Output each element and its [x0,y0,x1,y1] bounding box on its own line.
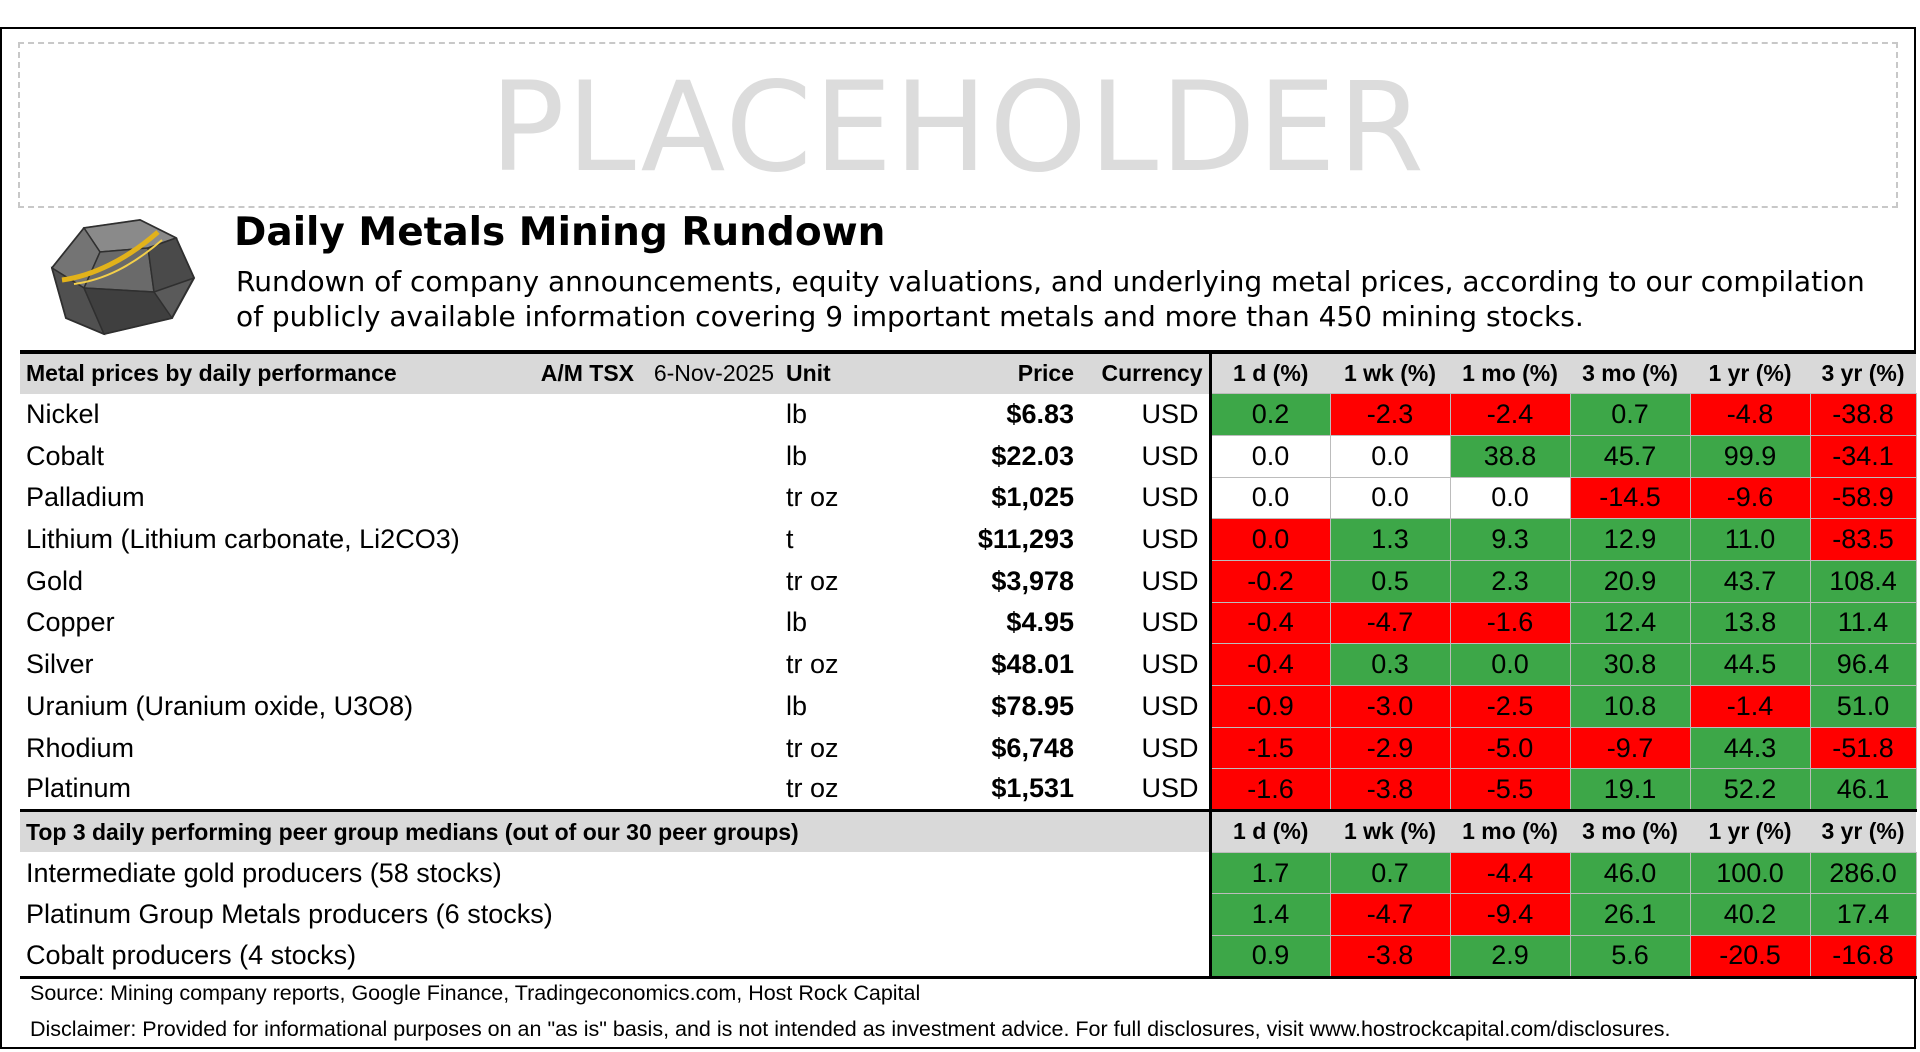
perf-cell: 0.0 [1210,519,1330,561]
perf-cell: 1.7 [1210,852,1330,894]
metal-unit: lb [786,440,808,471]
perf-cell: -4.4 [1450,852,1570,894]
perf-cell: 0.5 [1330,560,1450,602]
perf-cell: -1.4 [1690,686,1810,728]
perf-cell: -2.4 [1450,394,1570,436]
metal-price: $6.83 [1006,399,1074,430]
perf-cell: 45.7 [1570,435,1690,477]
metal-name: Lithium (Lithium carbonate, Li2CO3) [26,524,460,555]
perf-cell: 0.0 [1450,644,1570,686]
perf-cell: 12.4 [1570,602,1690,644]
metal-price: $3,978 [991,565,1074,596]
metal-currency: USD [1141,440,1199,471]
metal-price: $22.03 [991,440,1074,471]
perf-cell: 43.7 [1690,560,1810,602]
perf-cell: 44.3 [1690,727,1810,769]
disclaimer-note: Disclaimer: Provided for informational purposes on an "as is" basis, and is not intended as investment advice. For full disclosures, visit www.hostrockcapital.com/disclosures. [30,1017,1671,1041]
metal-price: $48.01 [991,649,1074,680]
perf-cell: 44.5 [1690,644,1810,686]
metal-currency: USD [1141,649,1199,680]
perf-cell: 13.8 [1690,602,1810,644]
perf-cell: -5.0 [1450,727,1570,769]
perf-cell: -16.8 [1810,936,1916,978]
perf-cell: -0.2 [1210,560,1330,602]
metal-price: $1,531 [991,773,1074,804]
perf-cell: 51.0 [1810,686,1916,728]
metal-unit: tr oz [786,482,839,513]
metal-row [20,727,1916,769]
peer-header-row [20,811,1916,853]
perf-cell: -9.4 [1450,894,1570,936]
metal-name: Copper [26,607,115,638]
metal-row [20,394,1916,436]
metal-name: Platinum [26,773,132,804]
perf-col-header: 1 wk (%) [1330,811,1450,853]
unit-col-header: Unit [780,352,920,394]
metal-row [20,686,1916,728]
metal-row [20,769,1916,811]
perf-col-header: 1 wk (%) [1330,352,1450,394]
perf-cell: -83.5 [1810,519,1916,561]
perf-cell: -3.0 [1330,686,1450,728]
perf-cell: -34.1 [1810,435,1916,477]
metal-row [20,519,1916,561]
metal-name: Cobalt [26,440,105,471]
perf-cell: -1.6 [1450,602,1570,644]
perf-cell: -5.5 [1450,769,1570,811]
perf-cell: 20.9 [1570,560,1690,602]
perf-col-header: 3 yr (%) [1810,811,1916,853]
metal-currency: USD [1141,399,1199,430]
metal-unit: lb [786,690,808,721]
perf-cell: 0.7 [1570,394,1690,436]
perf-cell: 52.2 [1690,769,1810,811]
metal-price: $11,293 [977,524,1074,555]
metal-unit: t [786,524,794,555]
report-title: Daily Metals Mining Rundown [234,210,886,255]
perf-cell: -9.6 [1690,477,1810,519]
perf-cell: 1.3 [1330,519,1450,561]
perf-cell: -9.7 [1570,727,1690,769]
perf-cell: 0.9 [1210,936,1330,978]
perf-cell: 17.4 [1810,894,1916,936]
metals-header-row [20,352,1916,394]
perf-cell: -20.5 [1690,936,1810,978]
session-label: A/M TSX [510,352,640,394]
report-subtitle: Rundown of company announcements, equity valuations, and underlying metal prices, according to our compilation of publicly available information covering 9 important metals and more than 450 mining stocks. [236,265,1865,333]
perf-cell: 108.4 [1810,560,1916,602]
perf-cell: 0.3 [1330,644,1450,686]
rock-ore-icon [44,218,196,336]
metal-price: $6,748 [991,732,1074,763]
perf-cell: 286.0 [1810,852,1916,894]
metal-price: $1,025 [991,482,1074,513]
placeholder-text: PLACEHOLDER [489,56,1427,200]
perf-cell: 11.4 [1810,602,1916,644]
metal-currency: USD [1141,482,1199,513]
metal-name: Palladium [26,482,145,513]
metal-currency: USD [1141,732,1199,763]
perf-cell: 0.2 [1210,394,1330,436]
perf-cell: 9.3 [1450,519,1570,561]
metal-row [20,644,1916,686]
perf-cell: 0.0 [1330,435,1450,477]
perf-cell: -4.7 [1330,894,1450,936]
perf-cell: -2.9 [1330,727,1450,769]
metal-row [20,477,1916,519]
perf-col-header: 1 yr (%) [1690,352,1810,394]
perf-col-header: 1 d (%) [1210,811,1330,853]
perf-cell: -3.8 [1330,769,1450,811]
perf-cell: 0.0 [1210,477,1330,519]
metal-row [20,602,1916,644]
perf-cell: 38.8 [1450,435,1570,477]
perf-cell: -51.8 [1810,727,1916,769]
perf-cell: -38.8 [1810,394,1916,436]
perf-cell: -1.6 [1210,769,1330,811]
perf-cell: -0.4 [1210,602,1330,644]
metal-unit: lb [786,607,808,638]
peer-group-row [20,936,1916,978]
metal-unit: lb [786,399,808,430]
perf-col-header: 3 mo (%) [1570,811,1690,853]
perf-cell: 96.4 [1810,644,1916,686]
perf-cell: 46.0 [1570,852,1690,894]
perf-cell: -2.5 [1450,686,1570,728]
perf-col-header: 1 mo (%) [1450,811,1570,853]
perf-cell: 2.9 [1450,936,1570,978]
metal-unit: tr oz [786,732,839,763]
metal-currency: USD [1141,773,1199,804]
perf-cell: 19.1 [1570,769,1690,811]
perf-col-header: 3 yr (%) [1810,352,1916,394]
metal-price: $78.95 [991,690,1074,721]
perf-cell: 0.0 [1210,435,1330,477]
metal-currency: USD [1141,690,1199,721]
perf-cell: -0.9 [1210,686,1330,728]
metal-row [20,435,1916,477]
metal-currency: USD [1141,524,1199,555]
perf-cell: -4.7 [1330,602,1450,644]
metal-name: Silver [26,649,94,680]
perf-cell: -58.9 [1810,477,1916,519]
perf-cell: -2.3 [1330,394,1450,436]
perf-cell: 0.0 [1330,477,1450,519]
peer-heading: Top 3 daily performing peer group medians (out of our 30 peer groups) [20,811,1210,853]
peer-group-row [20,894,1916,936]
metal-unit: tr oz [786,565,839,596]
metal-name: Uranium (Uranium oxide, U3O8) [26,690,414,721]
perf-cell: 0.0 [1450,477,1570,519]
peer-group-row [20,852,1916,894]
perf-cell: 99.9 [1690,435,1810,477]
perf-cell: -0.4 [1210,644,1330,686]
perf-col-header: 3 mo (%) [1570,352,1690,394]
peer-group-name: Intermediate gold producers (58 stocks) [26,857,502,888]
perf-cell: 5.6 [1570,936,1690,978]
currency-col-header: Currency [1080,352,1210,394]
perf-cell: -3.8 [1330,936,1450,978]
metal-name: Rhodium [26,732,135,763]
source-note: Source: Mining company reports, Google Finance, Tradingeconomics.com, Host Rock Capital [30,981,921,1005]
perf-cell: 100.0 [1690,852,1810,894]
metal-currency: USD [1141,607,1199,638]
perf-cell: 30.8 [1570,644,1690,686]
perf-cell: 46.1 [1810,769,1916,811]
perf-col-header: 1 d (%) [1210,352,1330,394]
perf-cell: 10.8 [1570,686,1690,728]
metal-currency: USD [1141,565,1199,596]
perf-cell: -14.5 [1570,477,1690,519]
perf-cell: 1.4 [1210,894,1330,936]
metal-name: Gold [26,565,84,596]
perf-cell: 40.2 [1690,894,1810,936]
perf-cell: 0.7 [1330,852,1450,894]
banner-placeholder [18,42,1898,208]
metal-unit: tr oz [786,649,839,680]
perf-cell: 11.0 [1690,519,1810,561]
peer-group-name: Cobalt producers (4 stocks) [20,936,1210,978]
metal-name: Nickel [26,399,100,430]
metal-row [20,560,1916,602]
report-date: 6-Nov-2025 [640,352,780,394]
perf-cell: 12.9 [1570,519,1690,561]
perf-col-header: 1 mo (%) [1450,352,1570,394]
price-col-header: Price [920,352,1080,394]
perf-cell: 26.1 [1570,894,1690,936]
perf-cell: -1.5 [1210,727,1330,769]
metals-table [20,350,1917,979]
metal-unit: tr oz [786,773,839,804]
perf-cell: 2.3 [1450,560,1570,602]
metals-heading: Metal prices by daily performance [20,352,510,394]
perf-cell: -4.8 [1690,394,1810,436]
metal-price: $4.95 [1006,607,1074,638]
peer-group-name: Platinum Group Metals producers (6 stocks) [26,899,553,930]
perf-col-header: 1 yr (%) [1690,811,1810,853]
